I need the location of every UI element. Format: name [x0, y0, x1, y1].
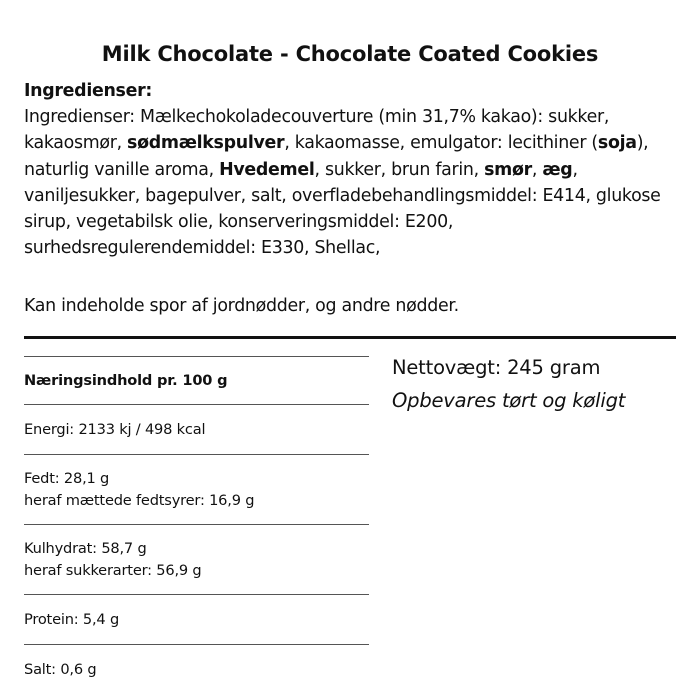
ingredients-list — [24, 104, 684, 261]
nutrition-protein: Protein: 5,4 g — [24, 611, 120, 628]
ingredients-text: , — [531, 159, 543, 180]
ingredients-text: Ingredienser: Mælkechokoladecouverture (min 31,7% kakao): sukker, kakaosmør, — [24, 107, 610, 154]
section-divider — [24, 336, 676, 339]
allergen-egg: æg — [542, 159, 573, 180]
nutrition-sugars: heraf sukkerarter: 56,9 g — [24, 562, 202, 579]
net-weight: Nettovægt: 245 gram — [392, 356, 601, 379]
nutrition-carbohydrate: Kulhydrat: 58,7 g — [24, 540, 147, 557]
table-rule — [24, 356, 369, 357]
nutrition-fat-group — [24, 468, 369, 512]
nutrition-energy: Energi: 2133 kj / 498 kcal — [24, 421, 206, 438]
nutrition-saturated-fat: heraf mættede fedtsyrer: 16,9 g — [24, 492, 255, 509]
table-rule — [24, 644, 369, 645]
ingredients-text: , kakaomasse, emulgator: lecithiner ( — [284, 133, 598, 154]
ingredients-section — [24, 78, 684, 261]
ingredients-text: ), naturlig vanille aroma, — [24, 133, 649, 180]
ingredients-text: , vaniljesukker, bagepulver, salt, overfladebehandlingsmiddel: E414, glukose sirup, vegetabilsk olie, konserveringsmiddel: E200, surhedsregulerendemiddel: E330, Shellac, — [24, 159, 661, 259]
product-title: Milk Chocolate - Chocolate Coated Cookies — [101, 42, 599, 66]
ingredients-text: , sukker, brun farin, — [314, 159, 485, 180]
nutrition-heading: Næringsindhold pr. 100 g — [24, 372, 228, 389]
allergen-butter: smør — [484, 159, 532, 180]
allergen-soy: soja — [597, 133, 637, 154]
table-rule — [24, 524, 369, 525]
nutrition-salt: Salt: 0,6 g — [24, 661, 97, 678]
nutrition-table — [24, 356, 369, 694]
allergen-wheat-flour: Hvedemel — [219, 159, 315, 180]
table-rule — [24, 404, 369, 405]
nutrition-fat: Fedt: 28,1 g — [24, 470, 110, 487]
nutrition-carb-group — [24, 538, 369, 582]
allergen-milk-powder: sødmælkspulver — [127, 133, 285, 154]
storage-instructions: Opbevares tørt og køligt — [392, 389, 626, 412]
allergy-note: Kan indeholde spor af jordnødder, og andre nødder. — [24, 296, 459, 316]
package-info — [392, 354, 625, 416]
table-rule — [24, 454, 369, 455]
table-rule — [24, 594, 369, 595]
ingredients-heading: Ingredienser: — [24, 81, 153, 101]
